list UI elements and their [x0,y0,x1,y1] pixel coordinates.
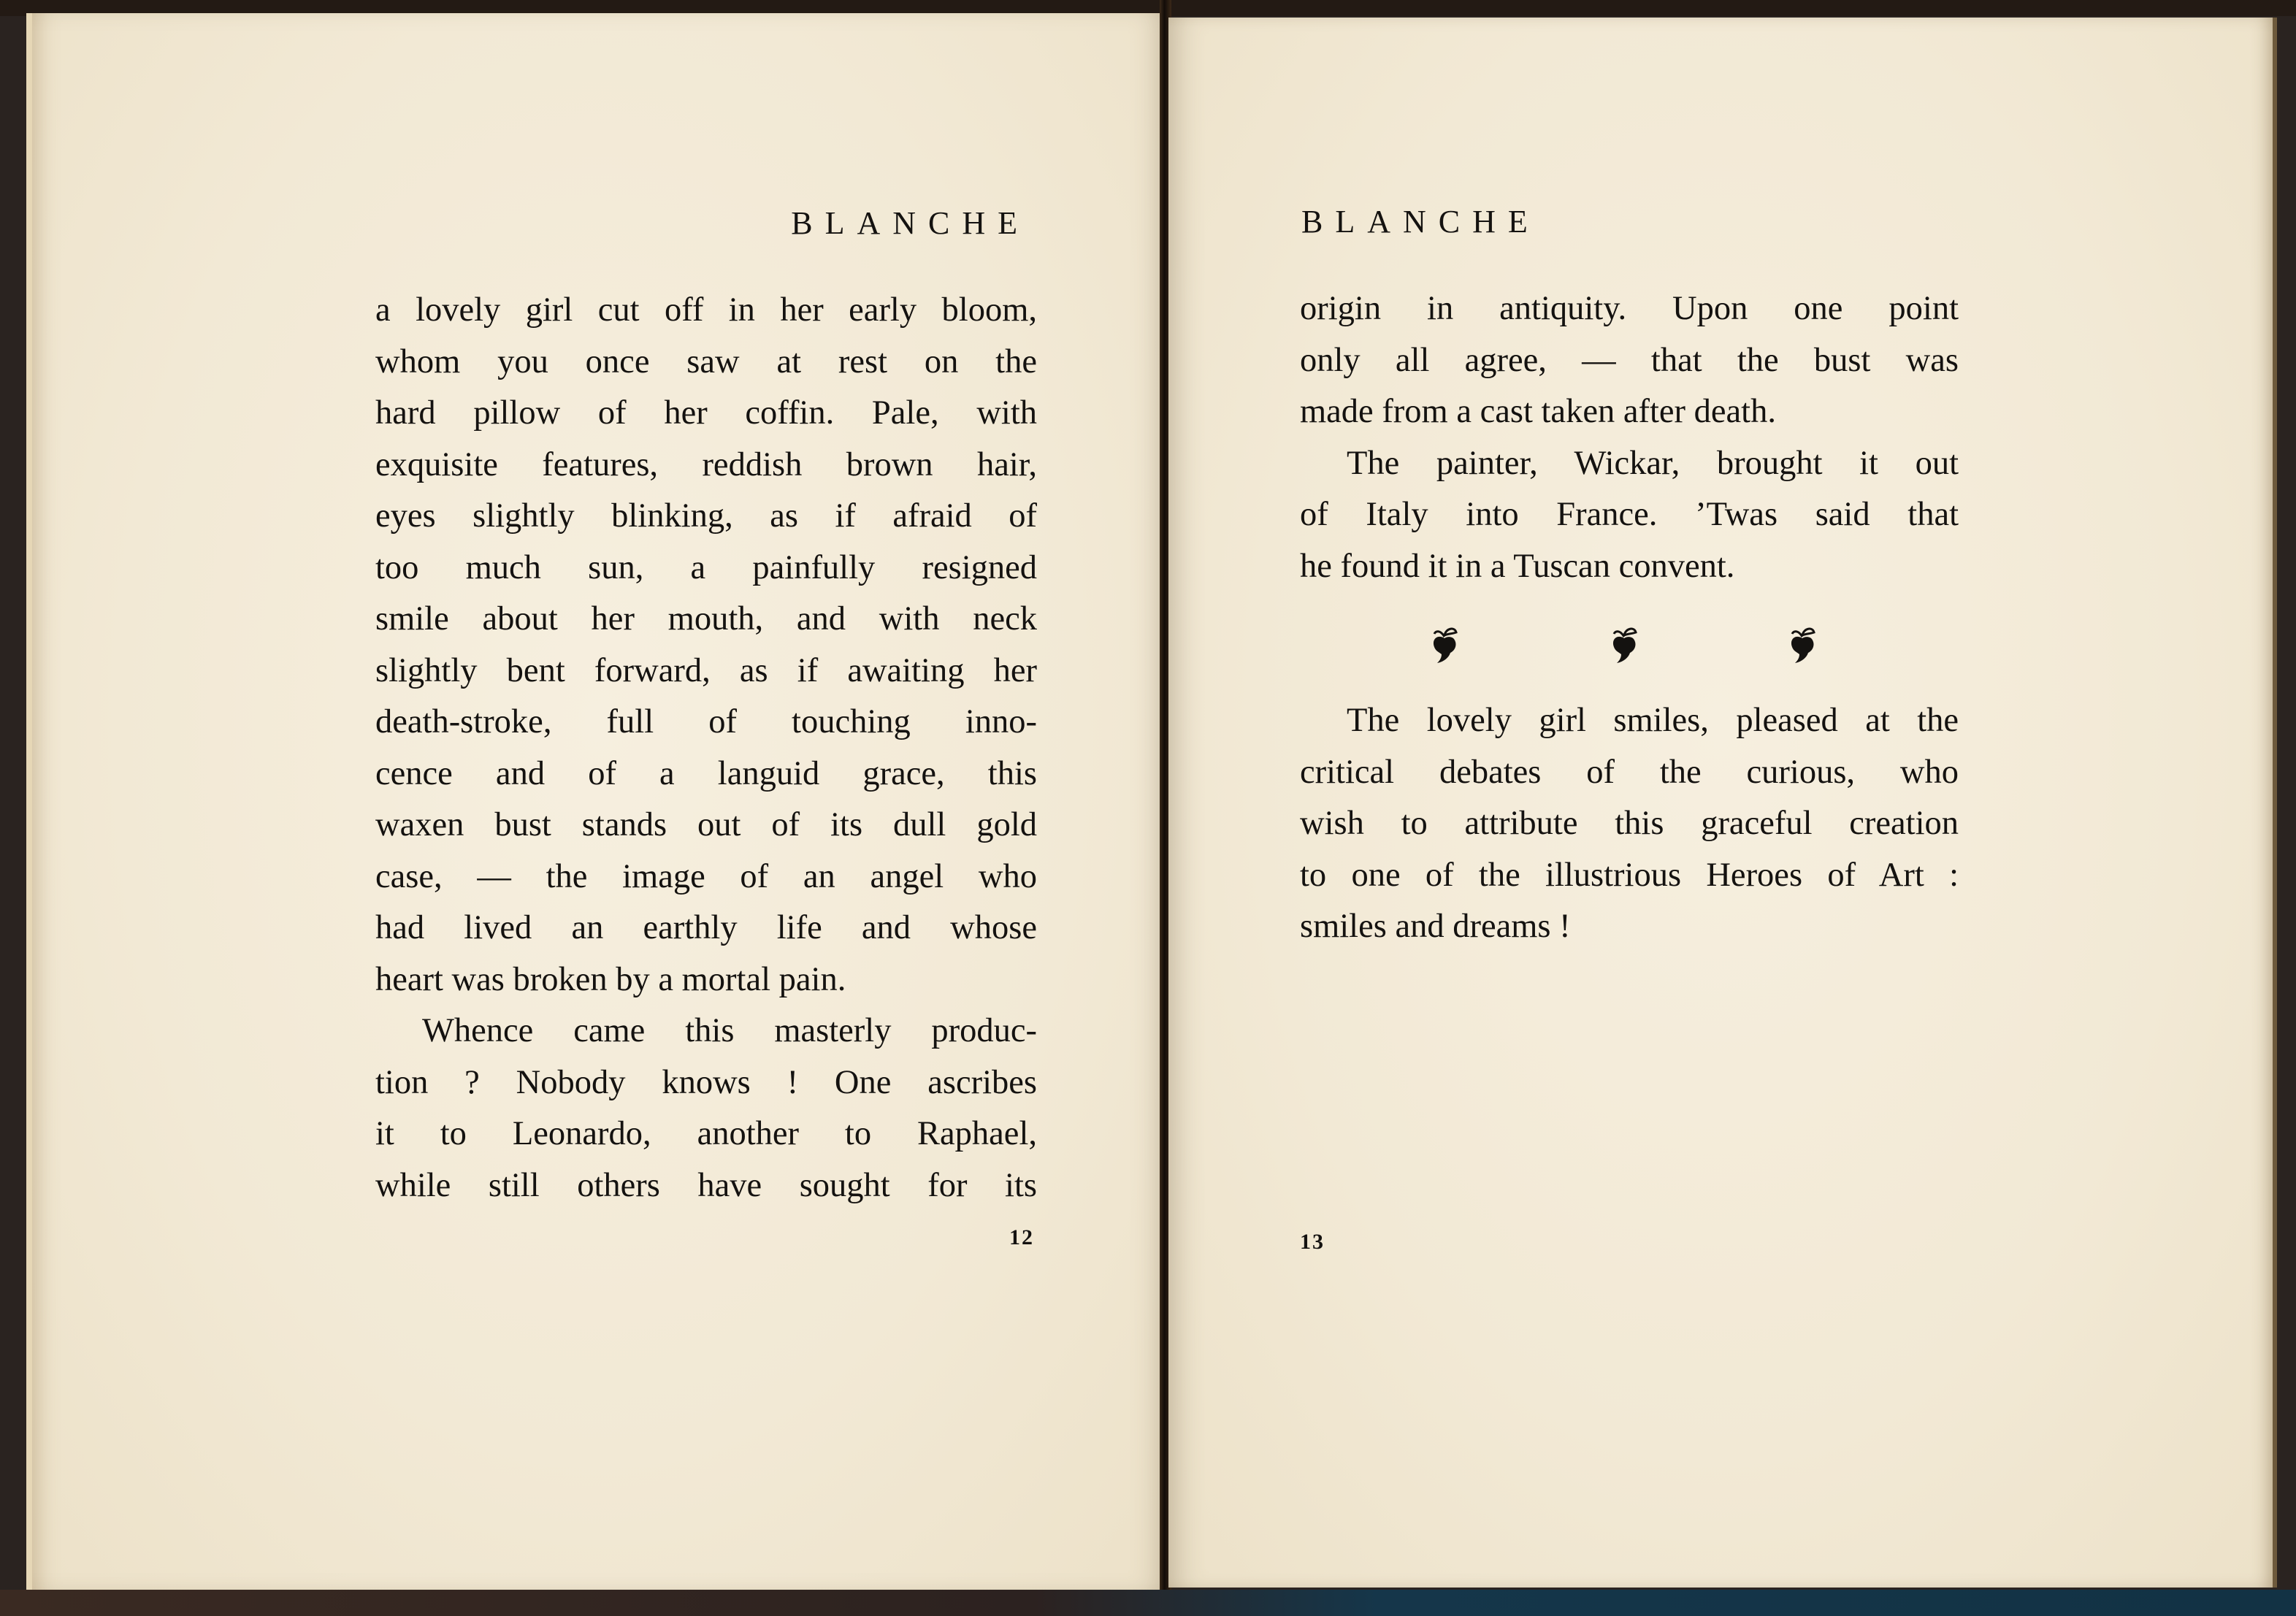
text-line: whom you once saw at rest on the [375,342,1037,380]
right-page-body [1300,283,1959,592]
paragraph [1300,695,1959,953]
running-head-right: BLANCHE [1301,204,1540,240]
text-line: he found it in a Tuscan convent. [1300,547,1735,585]
text-line: hard pillow of her coffin. Pale, with [375,394,1037,432]
book-cover-bottom-edge [0,1590,2296,1616]
left-page [26,13,1168,1590]
text-line: to one of the illustrious Heroes of Art : [1300,856,1959,894]
text-line: wish to attribute this graceful creation [1300,805,1959,842]
text-line: critical debates of the curious, who [1300,753,1959,791]
text-line: heart was broken by a mortal pain. [375,960,846,998]
text-line: The lovely girl smiles, pleased at the [1347,702,1959,739]
text-line: had lived an earthly life and whose [375,909,1037,946]
page-number-right: 13 [1300,1230,1325,1254]
apple-fleuron-icon [1610,624,1639,665]
text-line: too much sun, a painfully resigned [375,548,1037,586]
apple-fleuron-icon [1788,624,1817,665]
paragraph [1300,283,1959,438]
paragraph [375,285,1037,1006]
text-line: death-stroke, full of touching inno- [375,703,1037,740]
text-line: waxen bust stands out of its dull gold [375,806,1037,843]
left-page-body [375,285,1037,1211]
text-line: The painter, Wickar, brought it out [1347,444,1959,482]
right-page [1168,18,2277,1588]
text-line: origin in antiquity. Upon one point [1300,290,1959,327]
text-line: made from a cast taken after death. [1300,393,1776,430]
text-line: it to Leonardo, another to Raphael, [375,1115,1037,1152]
text-line: smiles and dreams ! [1300,908,1571,945]
text-line: while still others have sought for its [375,1166,1037,1204]
paragraph [375,1006,1037,1211]
text-line: eyes slightly blinking, as if afraid of [375,497,1037,535]
text-line: Whence came this masterly produc- [422,1012,1037,1049]
section-ornament [1300,624,1959,667]
right-page-body-continued [1300,695,1959,953]
running-head-left: BLANCHE [791,205,1030,241]
text-line: smile about her mouth, and with neck [375,600,1037,637]
text-line: a lovely girl cut off in her early bloom, [375,291,1037,329]
text-line: only all agree, — that the bust was [1300,341,1959,379]
text-line: exquisite features, reddish brown hair, [375,445,1037,483]
paragraph [1300,438,1959,593]
text-line: cence and of a languid grace, this [375,754,1037,792]
text-line: slightly bent forward, as if awaiting her [375,651,1037,689]
page-number-left: 12 [1009,1225,1034,1249]
text-line: case, — the image of an angel who [375,857,1037,895]
text-line: tion ? Nobody knows ! One ascribes [375,1063,1037,1101]
apple-fleuron-icon [1430,624,1459,665]
text-line: of Italy into France. ’Twas said that [1300,496,1959,533]
